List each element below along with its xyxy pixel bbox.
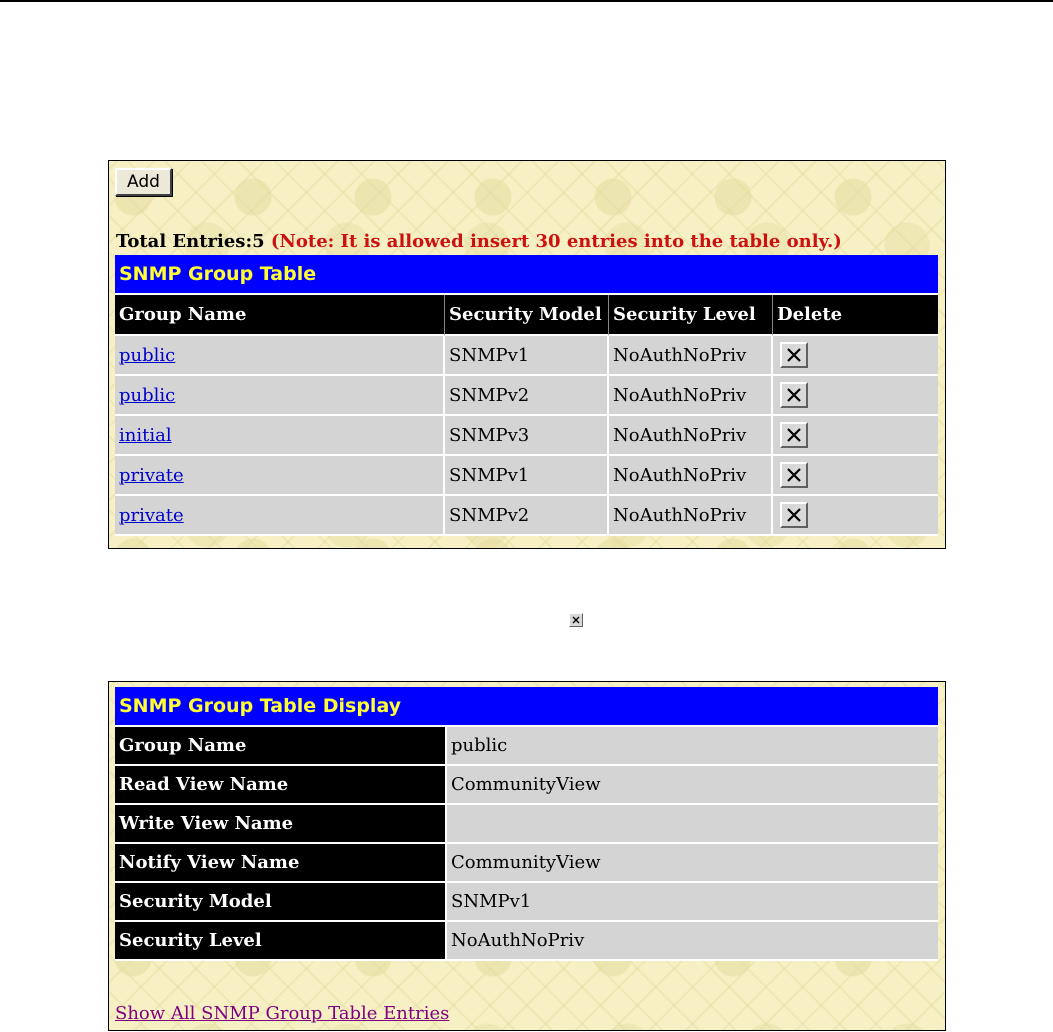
group-name-link[interactable]: public [119,384,176,406]
delete-button[interactable] [780,502,808,528]
field-value [447,805,938,844]
add-button[interactable]: Add [115,168,172,196]
table-title: SNMP Group Table [115,255,938,295]
snmp-group-display-table [115,687,938,961]
snmp-group-display-panel [108,681,946,1031]
display-title: SNMP Group Table Display [115,687,938,727]
page-top-rule [0,0,1053,2]
security-model-cell: SNMPv2 [445,496,609,536]
field-label: Read View Name [115,766,447,805]
security-level-cell: NoAuthNoPriv [609,456,773,496]
delete-button[interactable] [780,462,808,488]
field-label: Notify View Name [115,844,447,883]
snmp-group-table [115,255,938,536]
close-x-icon [786,507,802,523]
group-name-link[interactable]: public [119,344,176,366]
security-level-cell: NoAuthNoPriv [609,496,773,536]
field-value: CommunityView [447,844,938,883]
group-name-link[interactable]: private [119,464,184,486]
table-title-row [115,255,938,295]
total-entries-line [116,231,842,252]
column-header-delete: Delete [773,295,938,336]
table-row [115,456,938,496]
field-label: Group Name [115,727,447,766]
column-header-security-model: Security Model [445,295,609,336]
table-row [115,416,938,456]
entries-limit-note: (Note: It is allowed insert 30 entries into the table only.) [270,231,842,252]
close-x-icon [786,467,802,483]
table-row [115,336,938,376]
table-header-row [115,295,938,336]
table-row [115,376,938,416]
detail-row-write-view-name [115,805,938,844]
column-header-group-name: Group Name [115,295,445,336]
detail-row-notify-view-name [115,844,938,883]
detail-row-security-model [115,883,938,922]
detail-row-security-level [115,922,938,961]
group-name-link[interactable]: initial [119,424,172,446]
delete-button[interactable] [780,382,808,408]
security-level-cell: NoAuthNoPriv [609,376,773,416]
field-value: NoAuthNoPriv [447,922,938,961]
total-entries-label: Total Entries:5 [116,231,265,252]
field-value: SNMPv1 [447,883,938,922]
field-label: Security Model [115,883,447,922]
field-value: public [447,727,938,766]
security-model-cell: SNMPv1 [445,456,609,496]
table-row [115,496,938,536]
group-name-link[interactable]: private [119,504,184,526]
security-model-cell: SNMPv3 [445,416,609,456]
detail-row-group-name [115,727,938,766]
delete-button[interactable] [780,342,808,368]
close-x-icon [786,347,802,363]
field-value: CommunityView [447,766,938,805]
delete-button[interactable] [780,422,808,448]
security-level-cell: NoAuthNoPriv [609,336,773,376]
close-x-icon [786,427,802,443]
security-level-cell: NoAuthNoPriv [609,416,773,456]
close-x-icon [569,613,583,627]
close-x-icon [786,387,802,403]
security-model-cell: SNMPv2 [445,376,609,416]
column-header-security-level: Security Level [609,295,773,336]
field-label: Write View Name [115,805,447,844]
detail-row-read-view-name [115,766,938,805]
show-all-entries-link[interactable]: Show All SNMP Group Table Entries [115,1003,450,1024]
display-title-row [115,687,938,727]
snmp-group-table-panel [108,160,946,549]
security-model-cell: SNMPv1 [445,336,609,376]
field-label: Security Level [115,922,447,961]
